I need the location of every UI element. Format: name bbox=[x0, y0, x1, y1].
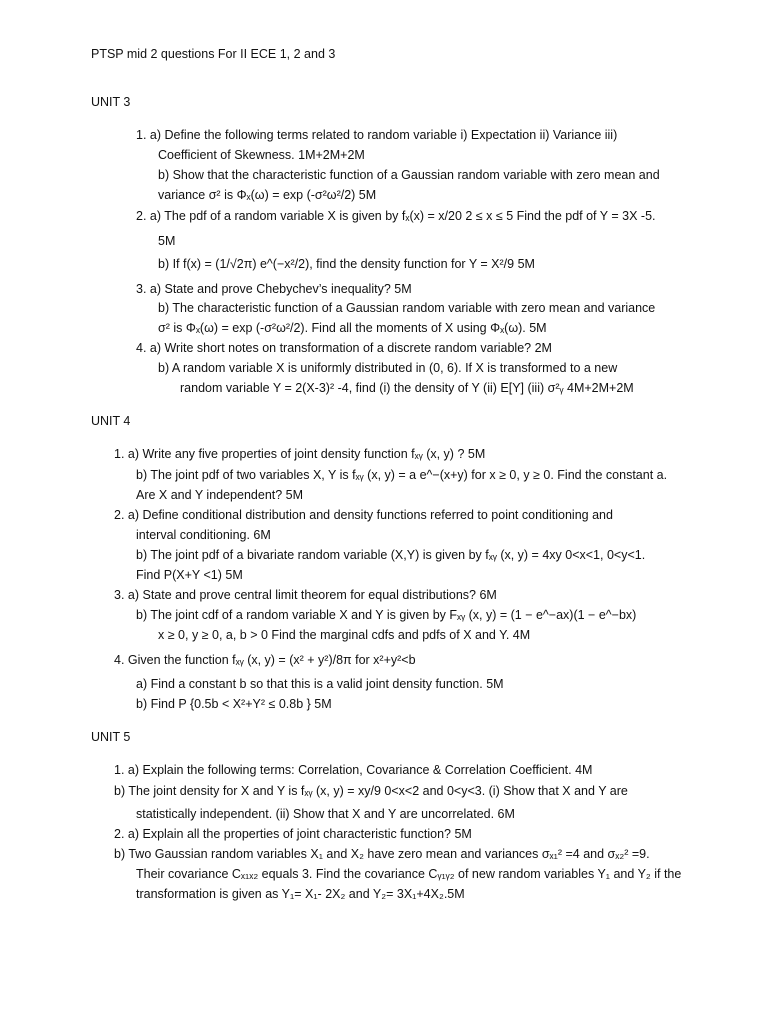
question-line: b) Two Gaussian random variables X₁ and X₂ have zero mean and variances σₓ₁² =4 and σₓ₂² =9. bbox=[114, 847, 650, 861]
question-line: Coefficient of Skewness. 1M+2M+2M bbox=[158, 148, 365, 162]
question-line: Their covariance Cₓ₁ₓ₂ equals 3. Find the covariance Cᵧ₁ᵧ₂ of new random variables Y₁ and Y₂ if the bbox=[136, 867, 682, 881]
question-line: variance σ² is Φₓ(ω) = exp (-σ²ω²/2) 5M bbox=[158, 188, 377, 202]
unit-4-heading: UNIT 4 bbox=[91, 414, 131, 428]
question-line: 2. a) Define conditional distribution and density functions referred to point conditioning and bbox=[114, 508, 613, 522]
question-line: 1. a) Write any five properties of joint density function fₓᵧ (x, y) ? 5M bbox=[114, 447, 486, 461]
question-line: interval conditioning. 6M bbox=[136, 528, 271, 542]
question-line: b) The joint pdf of a bivariate random variable (X,Y) is given by fₓᵧ (x, y) = 4xy 0<x<1, 0<y<1. bbox=[136, 548, 646, 562]
question-line: 4. Given the function fₓᵧ (x, y) = (x² + y²)/8π for x²+y²<b bbox=[114, 653, 416, 667]
question-line: b) The joint density for X and Y is fₓᵧ (x, y) = xy/9 0<x<2 and 0<y<3. (i) Show that X and Y are bbox=[114, 784, 628, 798]
question-line: 2. a) The pdf of a random variable X is given by fₓ(x) = x/20 2 ≤ x ≤ 5 Find the pdf of Y = 3X -5. bbox=[136, 209, 656, 223]
question-line: Are X and Y independent? 5M bbox=[136, 488, 304, 502]
question-line: b) Find P {0.5b < X²+Y² ≤ 0.8b } 5M bbox=[136, 697, 332, 711]
question-line: 3. a) State and prove central limit theorem for equal distributions? 6M bbox=[114, 588, 497, 602]
question-line: b) The joint cdf of a random variable X and Y is given by Fₓᵧ (x, y) = (1 − e^−ax)(1 − e^−bx) bbox=[136, 608, 637, 622]
question-line: b) A random variable X is uniformly distributed in (0, 6). If X is transformed to a new bbox=[158, 361, 618, 375]
question-line: transformation is given as Y₁= X₁- 2X₂ and Y₂= 3X₁+4X₂.5M bbox=[136, 887, 465, 901]
question-line: statistically independent. (ii) Show that X and Y are uncorrelated. 6M bbox=[136, 807, 515, 821]
question-line: random variable Y = 2(X-3)² -4, find (i) the density of Y (ii) E[Y] (iii) σ²ᵧ 4M+2M+2M bbox=[180, 381, 634, 395]
question-line: 3. a) State and prove Chebychev’s inequality? 5M bbox=[136, 282, 412, 296]
question-line: b) If f(x) = (1/√2π) e^(−x²/2), find the density function for Y = X²/9 5M bbox=[158, 257, 535, 271]
unit-5-heading: UNIT 5 bbox=[91, 730, 131, 744]
question-line: b) Show that the characteristic function of a Gaussian random variable with zero mean and bbox=[158, 168, 660, 182]
document-title: PTSP mid 2 questions For II ECE 1, 2 and 3 bbox=[91, 47, 336, 61]
question-line: a) Find a constant b so that this is a valid joint density function. 5M bbox=[136, 677, 504, 691]
question-line: x ≥ 0, y ≥ 0, a, b > 0 Find the marginal cdfs and pdfs of X and Y. 4M bbox=[158, 628, 531, 642]
question-line: 1. a) Explain the following terms: Correlation, Covariance & Correlation Coefficient. 4M bbox=[114, 763, 593, 777]
question-line: 1. a) Define the following terms related to random variable i) Expectation ii) Variance iii) bbox=[136, 128, 618, 142]
question-line: Find P(X+Y <1) 5M bbox=[136, 568, 243, 582]
question-line: 2. a) Explain all the properties of joint characteristic function? 5M bbox=[114, 827, 472, 841]
question-line: σ² is Φₓ(ω) = exp (-σ²ω²/2). Find all the moments of X using Φₓ(ω). 5M bbox=[158, 321, 547, 335]
question-line: b) The characteristic function of a Gaussian random variable with zero mean and variance bbox=[158, 301, 656, 315]
question-line: 5M bbox=[158, 234, 176, 248]
question-line: 4. a) Write short notes on transformation of a discrete random variable? 2M bbox=[136, 341, 552, 355]
question-line: b) The joint pdf of two variables X, Y is fₓᵧ (x, y) = a e^−(x+y) for x ≥ 0, y ≥ 0. Find the constant a. bbox=[136, 468, 668, 482]
unit-3-heading: UNIT 3 bbox=[91, 95, 131, 109]
